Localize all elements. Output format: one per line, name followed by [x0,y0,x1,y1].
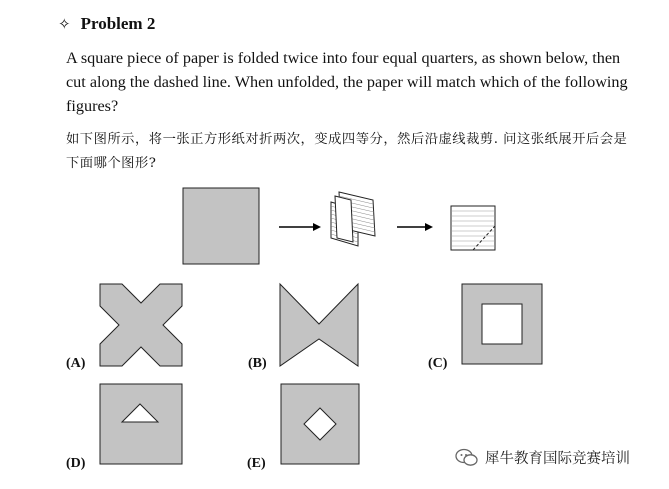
option-e-label: (E) [247,456,266,471]
option-a-figure[interactable] [100,284,182,366]
arrow-right-icon [397,223,433,231]
folding-diagram [175,182,505,274]
folding-paper-illustration [331,192,375,246]
arrow-right-icon [279,223,321,231]
problem-text-chinese: 如下图所示，将一张正方形纸对折两次，变成四等分，然后沿虚线裁剪. 问这张纸展开后会是下面哪个图形? [66,132,628,171]
unfolded-square [183,188,259,264]
option-d-label: (D) [66,456,86,471]
option-b-label: (B) [248,356,267,371]
folded-quarter-square [451,206,495,250]
option-c-label: (C) [428,356,448,371]
option-e-figure[interactable] [281,384,359,464]
option-a-label: (A) [66,356,86,371]
option-c-figure[interactable] [462,284,542,364]
watermark [455,447,630,468]
diamond-outline-icon: ✧ [58,15,71,33]
option-d-figure[interactable] [100,384,182,464]
option-b-figure[interactable] [280,284,358,366]
problem-title: Problem 2 [80,14,156,33]
watermark-text: 犀牛教育国际竞赛培训 [485,451,630,467]
problem-header [58,14,155,34]
wechat-icon [455,448,479,468]
problem-text-english: A square piece of paper is folded twice into four equal quarters, as shown below, then cut along the dashed line. When unfolded, the paper will match which of the following figures? [66,49,628,115]
